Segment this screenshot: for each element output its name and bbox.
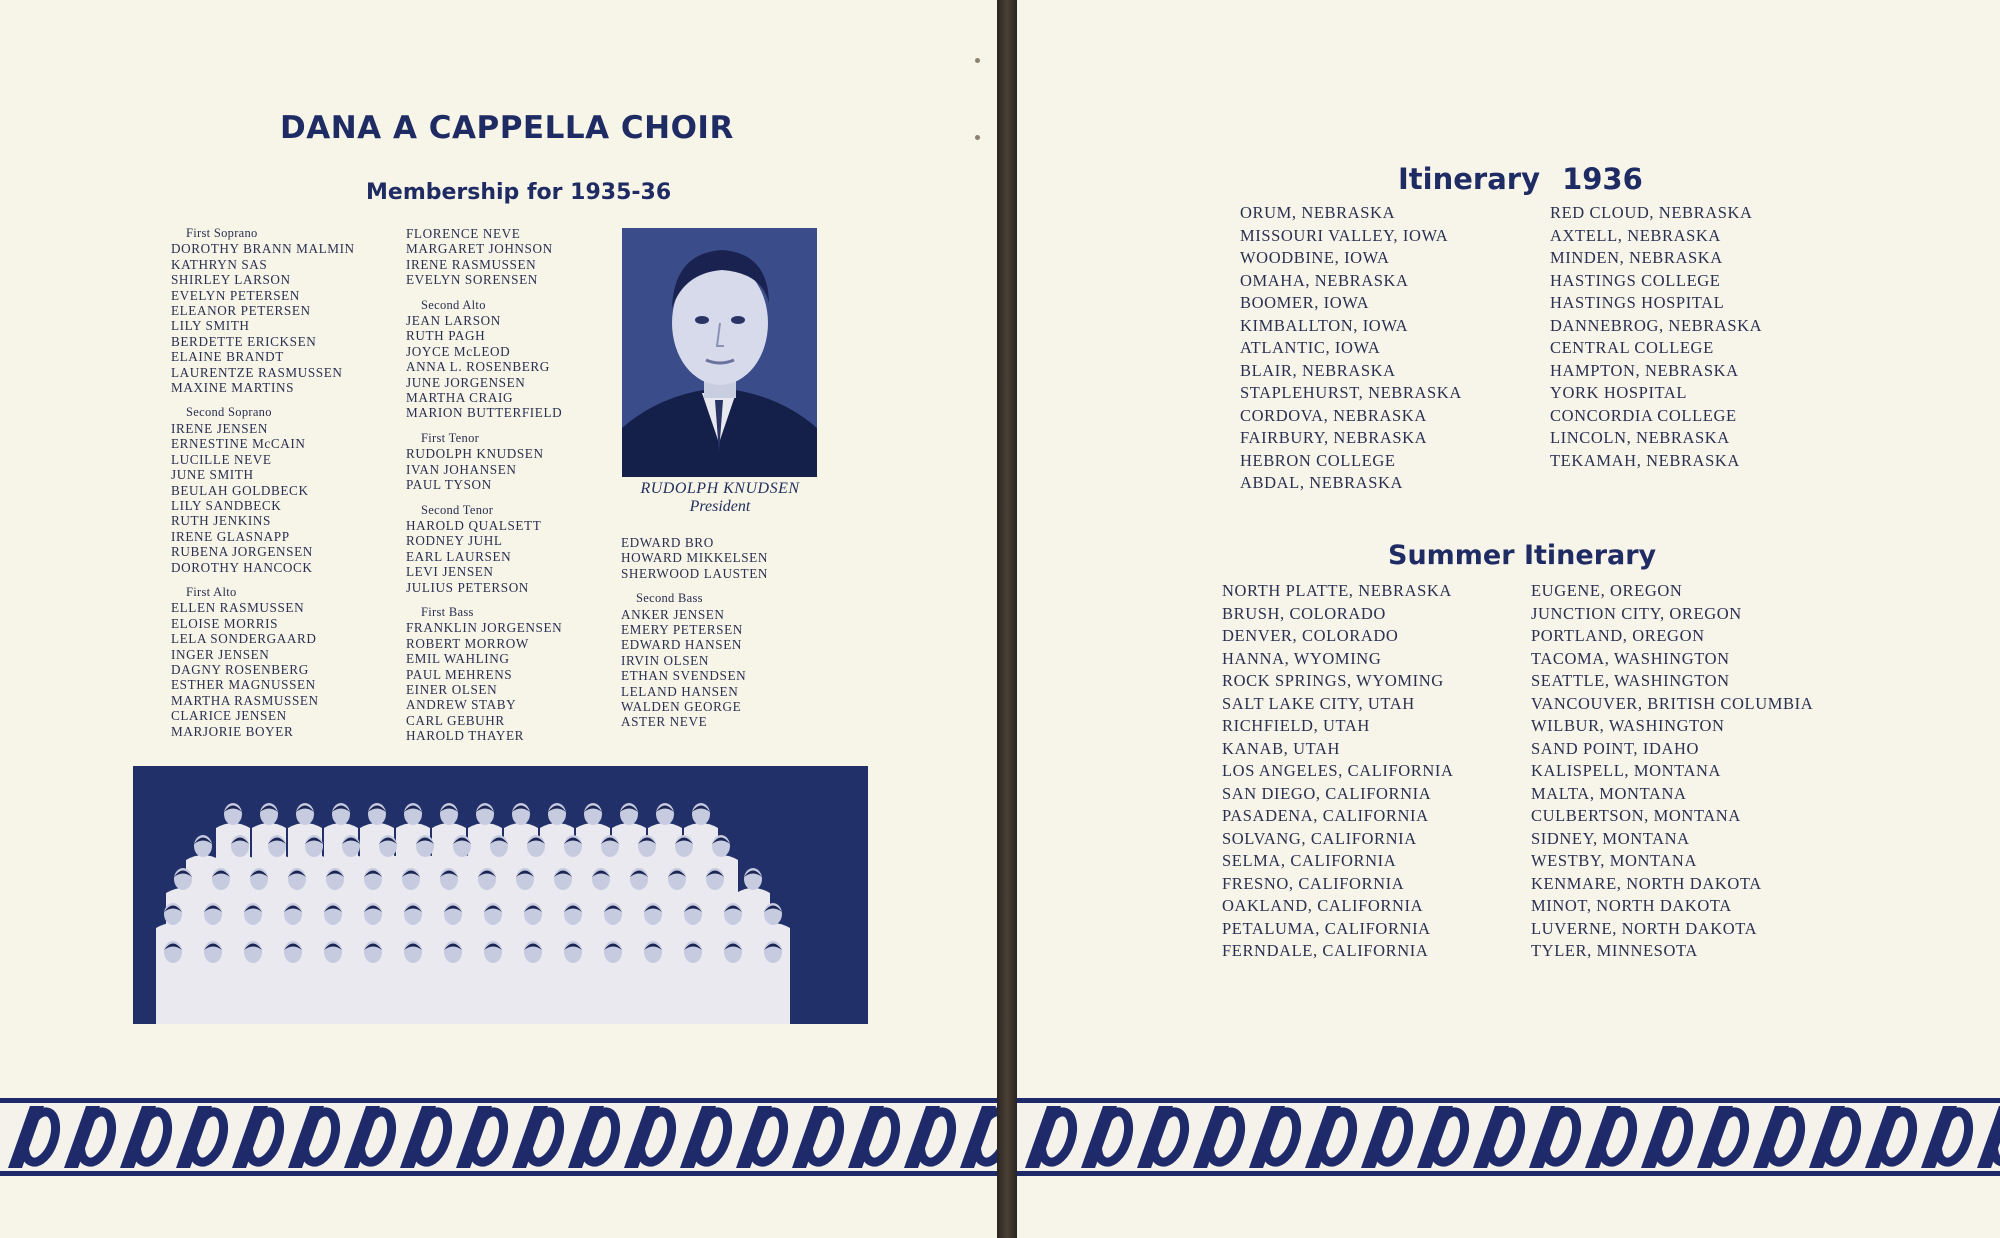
itinerary-stop: ABDAL, NEBRASKA — [1240, 473, 1404, 492]
member-name: EDWARD BRO — [621, 535, 714, 550]
member-name: SHIRLEY LARSON — [171, 272, 291, 288]
itinerary-stop: SAN DIEGO, CALIFORNIA — [1222, 783, 1432, 803]
motif-unit — [456, 1106, 509, 1168]
motif-unit — [1585, 1106, 1638, 1168]
itinerary-stop: SAND POINT, IDAHO — [1531, 738, 1700, 758]
choir-robe — [756, 961, 790, 1024]
motif-unit — [1753, 1106, 1806, 1168]
motif-unit — [1865, 1106, 1918, 1168]
itinerary-stop: TACOMA, WASHINGTON — [1531, 648, 1730, 668]
itinerary-stop: DENVER, COLORADO — [1222, 626, 1399, 645]
member-name: BERDETTE ERICKSEN — [171, 333, 317, 349]
member-name: EARL LAURSEN — [406, 548, 512, 564]
itinerary-stop: KENMARE, NORTH DAKOTA — [1531, 873, 1762, 893]
portrait-name: RUDOLPH KNUDSEN — [640, 480, 800, 497]
member-name: MARJORIE BOYER — [171, 723, 294, 739]
member-name: KATHRYN SAS — [171, 256, 268, 272]
itinerary-stop: WOODBINE, IOWA — [1240, 248, 1390, 267]
page-title: DANA A CAPPELLA CHOIR — [280, 110, 734, 146]
itinerary-stop: STAPLEHURST, NEBRASKA — [1240, 383, 1462, 402]
motif-unit — [680, 1106, 733, 1168]
summer-column-2 — [1531, 580, 1813, 963]
member-name: RUTH PAGH — [406, 328, 486, 344]
motif-unit — [1809, 1106, 1862, 1168]
member-name: DOROTHY HANCOCK — [171, 559, 313, 575]
motif-unit — [1697, 1106, 1750, 1168]
itinerary-stop: HEBRON COLLEGE — [1240, 450, 1396, 470]
member-name: LAURENTZE RASMUSSEN — [171, 364, 343, 380]
pattern-motif — [0, 1098, 997, 1176]
member-name: IRVIN OLSEN — [621, 652, 709, 668]
choir-robe — [676, 961, 710, 1024]
member-name: EVELYN PETERSEN — [171, 287, 300, 303]
member-name: ELOISE MORRIS — [171, 615, 279, 631]
left-page — [0, 0, 997, 1238]
itinerary-title: Itinerary 1936 — [1398, 162, 1643, 196]
itinerary-stop: BLAIR, NEBRASKA — [1240, 360, 1396, 380]
member-name: BEULAH GOLDBECK — [171, 482, 309, 498]
portrait-image — [622, 228, 817, 477]
choir-robe — [716, 961, 750, 1024]
summer-itinerary-title: Summer Itinerary — [1388, 540, 1657, 571]
member-name: MARTHA RASMUSSEN — [171, 692, 319, 708]
motif-unit — [1473, 1106, 1526, 1168]
member-name: ANDREW STABY — [406, 697, 517, 713]
itinerary-stop: FERNDALE, CALIFORNIA — [1222, 941, 1429, 960]
choir-robe — [156, 961, 190, 1024]
member-name: PAUL MEHRENS — [406, 666, 513, 682]
member-name: LELA SONDERGAARD — [171, 631, 317, 647]
itinerary-stop: SIDNEY, MONTANA — [1531, 828, 1690, 848]
binding-hole — [975, 58, 980, 63]
itinerary-stop: CONCORDIA COLLEGE — [1550, 405, 1737, 425]
member-name: RUTH JENKINS — [171, 513, 271, 529]
section-heading: Second Bass — [636, 591, 703, 606]
itinerary-stop: HASTINGS COLLEGE — [1550, 270, 1721, 290]
itinerary-stop: MALTA, MONTANA — [1531, 783, 1687, 803]
itinerary-stop: HASTINGS HOSPITAL — [1550, 293, 1725, 312]
motif-unit — [1641, 1106, 1694, 1168]
choir-robe — [276, 961, 310, 1024]
itinerary-stop: ATLANTIC, IOWA — [1240, 338, 1381, 357]
section-heading: Second Soprano — [186, 405, 272, 420]
section-heading: First Soprano — [186, 226, 258, 240]
member-name: IRENE GLASNAPP — [171, 528, 290, 544]
itinerary-stop: KIMBALLTON, IOWA — [1240, 315, 1409, 335]
motif-unit — [512, 1106, 565, 1168]
member-name: HOWARD MIKKELSEN — [621, 550, 768, 566]
itinerary-stop: HAMPTON, NEBRASKA — [1550, 360, 1739, 380]
section-heading: First Bass — [421, 604, 474, 619]
motif-unit — [400, 1106, 453, 1168]
motif-unit — [736, 1106, 789, 1168]
itinerary-stop: OAKLAND, CALIFORNIA — [1222, 896, 1424, 915]
member-name: MAXINE MARTINS — [171, 380, 294, 396]
itinerary-stop: KALISPELL, MONTANA — [1531, 761, 1722, 780]
president-portrait — [622, 228, 817, 477]
itinerary-stop: CULBERTSON, MONTANA — [1531, 806, 1741, 825]
itinerary-stop: KANAB, UTAH — [1222, 738, 1341, 758]
itinerary-stop: FRESNO, CALIFORNIA — [1222, 873, 1405, 893]
member-name: IRENE RASMUSSEN — [406, 256, 537, 272]
member-name: RUBENA JORGENSEN — [171, 544, 313, 560]
member-name: CARL GEBUHR — [406, 712, 505, 728]
choir-robe — [596, 961, 630, 1024]
motif-unit — [8, 1106, 61, 1168]
member-name: MARGARET JOHNSON — [406, 241, 553, 257]
roster-column-3 — [621, 535, 768, 730]
member-name: JEAN LARSON — [406, 313, 501, 329]
choir-image — [133, 766, 868, 1024]
itinerary-stop: LUVERNE, NORTH DAKOTA — [1531, 918, 1758, 938]
motif-unit — [1081, 1106, 1134, 1168]
motif-unit — [1921, 1106, 1974, 1168]
member-name: MARION BUTTERFIELD — [406, 405, 563, 421]
itinerary-stop: MISSOURI VALLEY, IOWA — [1240, 225, 1449, 245]
motif-unit — [960, 1106, 997, 1168]
member-name: PAUL TYSON — [406, 477, 492, 493]
member-name: ANKER JENSEN — [621, 606, 725, 622]
member-name: RUDOLPH KNUDSEN — [406, 446, 544, 462]
member-name: LUCILLE NEVE — [171, 451, 272, 467]
member-name: ELLEN RASMUSSEN — [171, 600, 305, 616]
choir-robe — [556, 961, 590, 1024]
choir-robe — [396, 961, 430, 1024]
member-name: RODNEY JUHL — [406, 533, 503, 549]
choir-robe — [236, 961, 270, 1024]
section-heading: First Alto — [186, 584, 237, 599]
member-name: LEVI JENSEN — [406, 564, 494, 580]
member-name: MARTHA CRAIG — [406, 390, 514, 406]
roster-column-1 — [171, 226, 355, 739]
roster-column-2 — [406, 226, 562, 744]
member-name: JUNE JORGENSEN — [406, 374, 526, 390]
itinerary-stop: PASADENA, CALIFORNIA — [1222, 806, 1429, 825]
member-name: ELEANOR PETERSEN — [171, 303, 311, 319]
choir-robe — [636, 961, 670, 1024]
member-name: ROBERT MORROW — [406, 635, 529, 651]
motif-unit — [568, 1106, 621, 1168]
decorative-border-left — [0, 1098, 997, 1176]
member-name: ANNA L. ROSENBERG — [406, 359, 550, 375]
member-name: JULIUS PETERSON — [406, 579, 529, 595]
member-name: JOYCE McLEOD — [406, 343, 511, 359]
member-name: DAGNY ROSENBERG — [171, 661, 309, 677]
pattern-motif — [1017, 1098, 2000, 1176]
motif-unit — [904, 1106, 957, 1168]
choir-robe — [476, 961, 510, 1024]
itinerary-stop: BRUSH, COLORADO — [1222, 603, 1386, 623]
member-name: INGER JENSEN — [171, 646, 270, 662]
motif-unit — [176, 1106, 229, 1168]
motif-unit — [1529, 1106, 1582, 1168]
book-gutter — [997, 0, 1017, 1238]
motif-unit — [792, 1106, 845, 1168]
motif-unit — [1025, 1106, 1078, 1168]
motif-unit — [1193, 1106, 1246, 1168]
itinerary-stop: SELMA, CALIFORNIA — [1222, 851, 1397, 870]
member-name: LILY SANDBECK — [171, 497, 282, 513]
motif-unit — [232, 1106, 285, 1168]
itinerary-stop: DANNEBROG, NEBRASKA — [1550, 315, 1763, 335]
motif-unit — [1977, 1106, 2000, 1168]
itinerary-stop: HANNA, WYOMING — [1222, 648, 1382, 668]
itinerary-column-2 — [1550, 202, 1762, 472]
section-heading: Second Tenor — [421, 502, 494, 517]
member-name: HAROLD THAYER — [406, 728, 525, 744]
member-name: ASTER NEVE — [621, 714, 708, 730]
itinerary-stop: NORTH PLATTE, NEBRASKA — [1222, 581, 1452, 600]
member-name: EDWARD HANSEN — [621, 637, 742, 653]
itinerary-stop: CORDOVA, NEBRASKA — [1240, 405, 1427, 425]
itinerary-stop: AXTELL, NEBRASKA — [1550, 225, 1721, 245]
choir-robe — [316, 961, 350, 1024]
member-name: DOROTHY BRANN MALMIN — [171, 241, 355, 257]
itinerary-stop: LINCOLN, NEBRASKA — [1550, 428, 1730, 447]
right-page — [1017, 0, 2000, 1238]
member-name: ESTHER MAGNUSSEN — [171, 677, 316, 693]
choir-robe — [356, 961, 390, 1024]
itinerary-stop: TYLER, MINNESOTA — [1531, 941, 1698, 960]
itinerary-stop: BOOMER, IOWA — [1240, 293, 1370, 312]
itinerary-stop: YORK HOSPITAL — [1550, 383, 1688, 402]
motif-unit — [288, 1106, 341, 1168]
member-name: EMIL WAHLING — [406, 651, 510, 667]
binding-hole — [975, 135, 980, 140]
member-name: HAROLD QUALSETT — [406, 517, 542, 533]
itinerary-stop: JUNCTION CITY, OREGON — [1531, 603, 1742, 623]
motif-unit — [120, 1106, 173, 1168]
motif-unit — [344, 1106, 397, 1168]
itinerary-stop: CENTRAL COLLEGE — [1550, 338, 1714, 357]
itinerary-stop: WESTBY, MONTANA — [1531, 851, 1697, 870]
motif-unit — [848, 1106, 901, 1168]
member-name: ERNESTINE McCAIN — [171, 436, 306, 452]
page-subtitle: Membership for 1935-36 — [366, 180, 672, 205]
itinerary-stop: EUGENE, OREGON — [1531, 581, 1683, 600]
itinerary-stop: TEKAMAH, NEBRASKA — [1550, 450, 1740, 470]
section-heading: First Tenor — [421, 430, 480, 445]
member-name: IVAN JOHANSEN — [406, 461, 517, 477]
member-name: EVELYN SORENSEN — [406, 272, 538, 288]
member-name: LILY SMITH — [171, 318, 250, 334]
member-name: CLARICE JENSEN — [171, 708, 287, 724]
motif-unit — [624, 1106, 677, 1168]
itinerary-stop: SOLVANG, CALIFORNIA — [1222, 828, 1417, 848]
itinerary-stop: RED CLOUD, NEBRASKA — [1550, 203, 1753, 222]
summer-column-1 — [1222, 580, 1454, 963]
motif-unit — [1137, 1106, 1190, 1168]
portrait-role: President — [689, 498, 751, 515]
member-name: ETHAN SVENDSEN — [621, 668, 747, 684]
itinerary-column-1 — [1240, 202, 1462, 495]
member-name: ELAINE BRANDT — [171, 349, 284, 365]
itinerary-stop: OMAHA, NEBRASKA — [1240, 270, 1409, 290]
motif-unit — [1249, 1106, 1302, 1168]
itinerary-stop: FAIRBURY, NEBRASKA — [1240, 428, 1428, 447]
motif-unit — [1417, 1106, 1470, 1168]
member-name: SHERWOOD LAUSTEN — [621, 565, 768, 581]
motif-unit — [1361, 1106, 1414, 1168]
choir-robe — [196, 961, 230, 1024]
member-name: IRENE JENSEN — [171, 420, 268, 436]
itinerary-stop: ORUM, NEBRASKA — [1240, 203, 1396, 222]
itinerary-stop: SEATTLE, WASHINGTON — [1531, 671, 1730, 690]
itinerary-stop: ROCK SPRINGS, WYOMING — [1222, 671, 1444, 690]
itinerary-stop: RICHFIELD, UTAH — [1222, 716, 1370, 735]
member-name: JUNE SMITH — [171, 467, 254, 483]
itinerary-stop: MINOT, NORTH DAKOTA — [1531, 896, 1732, 915]
itinerary-stop: MINDEN, NEBRASKA — [1550, 248, 1723, 267]
itinerary-stop: SALT LAKE CITY, UTAH — [1222, 693, 1415, 713]
section-heading: Second Alto — [421, 297, 486, 312]
itinerary-stop: PORTLAND, OREGON — [1531, 626, 1705, 645]
member-name: EINER OLSEN — [406, 681, 498, 697]
itinerary-stop: LOS ANGELES, CALIFORNIA — [1222, 761, 1454, 780]
decorative-border-right — [1017, 1098, 2000, 1176]
motif-unit — [1305, 1106, 1358, 1168]
choir-robe — [436, 961, 470, 1024]
choir-robe — [516, 961, 550, 1024]
portrait-caption — [608, 480, 832, 516]
itinerary-stop: PETALUMA, CALIFORNIA — [1222, 918, 1431, 938]
motif-unit — [64, 1106, 117, 1168]
member-name: FRANKLIN JORGENSEN — [406, 620, 563, 636]
itinerary-stop: WILBUR, WASHINGTON — [1531, 716, 1725, 735]
member-name: WALDEN GEORGE — [621, 699, 742, 715]
member-name: LELAND HANSEN — [621, 683, 739, 699]
choir-group-photo — [133, 766, 868, 1024]
itinerary-stop: VANCOUVER, BRITISH COLUMBIA — [1531, 693, 1814, 713]
member-name: EMERY PETERSEN — [621, 622, 743, 638]
member-name: FLORENCE NEVE — [406, 226, 521, 241]
